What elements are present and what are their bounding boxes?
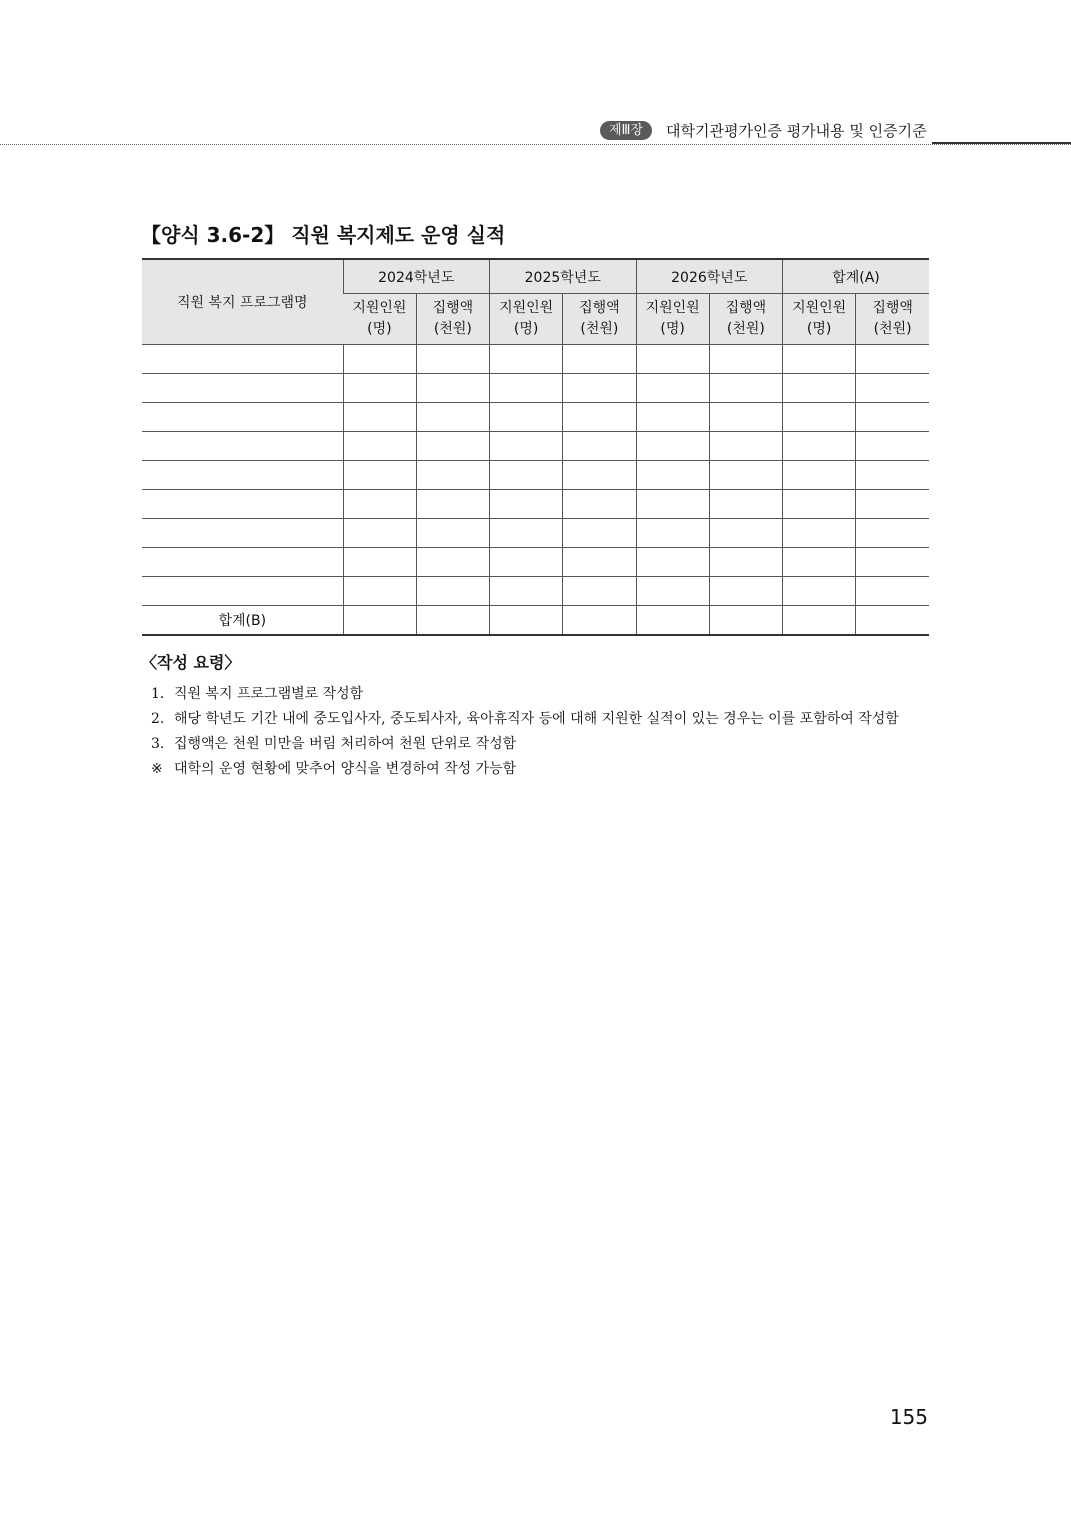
execution-amount-header-label: 집행액: [432, 300, 474, 316]
value-cell: [416, 461, 489, 490]
value-cell: [783, 577, 856, 606]
guide-item-marker: 1.: [151, 686, 165, 702]
value-cell: [490, 490, 563, 519]
value-cell: [416, 490, 489, 519]
value-cell: [563, 548, 636, 577]
value-cell: [856, 577, 929, 606]
program-name-cell: [142, 345, 343, 374]
value-cell: [783, 461, 856, 490]
guide-item-text: 직원 복지 프로그램별로 작성함: [174, 686, 364, 702]
value-cell: [709, 548, 782, 577]
table-row: [142, 403, 929, 432]
support-count-header-unit: (명): [513, 321, 539, 337]
guide-item-text: 해당 학년도 기간 내에 중도입사자, 중도퇴사자, 육아휴직자 등에 대해 지원한 실적이 있는 경우는 이를 포함하여 작성함: [174, 711, 899, 727]
year-header: 2026학년도: [636, 259, 783, 294]
running-title: 대학기관평가인증 평가내용 및 인증기준: [666, 122, 927, 140]
value-cell: [856, 548, 929, 577]
value-cell: [343, 432, 416, 461]
table-row: [142, 461, 929, 490]
guide-item-marker: 3.: [151, 736, 165, 752]
value-cell: [636, 374, 709, 403]
value-cell: [636, 345, 709, 374]
value-cell: [563, 374, 636, 403]
total-b-label: 합계(B): [142, 606, 343, 636]
support-count-header-label: 지원인원: [645, 300, 700, 316]
support-count-header: [490, 294, 563, 345]
program-name-cell: [142, 403, 343, 432]
value-cell: [636, 403, 709, 432]
value-cell: [343, 548, 416, 577]
table-row: [142, 345, 929, 374]
value-cell: [709, 490, 782, 519]
value-cell: [636, 490, 709, 519]
program-name-cell: [142, 461, 343, 490]
value-cell: [709, 577, 782, 606]
program-name-cell: [142, 548, 343, 577]
value-cell: [856, 374, 929, 403]
total-b-row: [142, 606, 929, 636]
program-name-cell: [142, 374, 343, 403]
value-cell: [783, 490, 856, 519]
writing-guide: [141, 650, 931, 782]
guide-item: [141, 732, 931, 757]
value-cell: [490, 374, 563, 403]
value-cell: [343, 374, 416, 403]
guide-title: 〈작성 요령〉: [141, 653, 241, 672]
table-row: [142, 577, 929, 606]
guide-item: [141, 682, 931, 707]
execution-amount-header-unit: (천원): [580, 321, 619, 337]
header-rule: [0, 144, 1071, 145]
guide-item-marker: 2.: [151, 711, 165, 727]
value-cell: [416, 548, 489, 577]
form-title: 【양식 3.6-2】 직원 복지제도 운영 실적: [141, 223, 506, 247]
execution-amount-header-unit: (천원): [433, 321, 472, 337]
total-a-header: 합계(A): [783, 259, 930, 294]
guide-item-text: 대학의 운영 현황에 맞추어 양식을 변경하여 작성 가능함: [174, 761, 517, 777]
table-body: [142, 345, 929, 636]
execution-amount-header-unit: (천원): [873, 321, 912, 337]
value-cell: [856, 345, 929, 374]
value-cell: [783, 345, 856, 374]
execution-amount-header: [709, 294, 782, 345]
total-value-cell: [856, 606, 929, 636]
value-cell: [709, 432, 782, 461]
guide-item-marker: ※: [151, 761, 163, 777]
value-cell: [856, 519, 929, 548]
value-cell: [416, 374, 489, 403]
value-cell: [490, 403, 563, 432]
value-cell: [636, 461, 709, 490]
program-name-cell: [142, 490, 343, 519]
value-cell: [343, 577, 416, 606]
value-cell: [416, 403, 489, 432]
value-cell: [856, 403, 929, 432]
value-cell: [636, 548, 709, 577]
program-name-cell: [142, 577, 343, 606]
year-header: 2025학년도: [490, 259, 637, 294]
value-cell: [490, 432, 563, 461]
value-cell: [416, 519, 489, 548]
value-cell: [783, 548, 856, 577]
value-cell: [490, 461, 563, 490]
total-value-cell: [563, 606, 636, 636]
value-cell: [343, 403, 416, 432]
chapter-badge: 제Ⅲ장: [600, 121, 652, 140]
value-cell: [709, 345, 782, 374]
welfare-table: [142, 258, 929, 636]
value-cell: [563, 432, 636, 461]
value-cell: [709, 403, 782, 432]
value-cell: [636, 432, 709, 461]
total-value-cell: [636, 606, 709, 636]
guide-item: [141, 707, 931, 732]
execution-amount-header-label: 집행액: [725, 300, 767, 316]
value-cell: [636, 577, 709, 606]
program-name-cell: [142, 432, 343, 461]
value-cell: [783, 432, 856, 461]
support-count-header-unit: (명): [806, 321, 832, 337]
support-count-header-label: 지원인원: [499, 300, 554, 316]
value-cell: [783, 374, 856, 403]
table-row: [142, 432, 929, 461]
value-cell: [343, 345, 416, 374]
guide-item: [141, 757, 931, 782]
execution-amount-header: [856, 294, 929, 345]
program-name-cell: [142, 519, 343, 548]
value-cell: [490, 577, 563, 606]
support-count-header-unit: (명): [367, 321, 392, 337]
support-count-header-label: 지원인원: [352, 300, 407, 316]
total-value-cell: [416, 606, 489, 636]
table-row: [142, 490, 929, 519]
value-cell: [783, 403, 856, 432]
execution-amount-header: [563, 294, 636, 345]
value-cell: [563, 403, 636, 432]
value-cell: [636, 519, 709, 548]
value-cell: [563, 577, 636, 606]
header-rule-accent: [932, 142, 1071, 144]
value-cell: [490, 548, 563, 577]
execution-amount-header-label: 집행액: [872, 300, 913, 316]
support-count-header: [783, 294, 856, 345]
execution-amount-header: [416, 294, 489, 345]
total-value-cell: [490, 606, 563, 636]
value-cell: [343, 519, 416, 548]
value-cell: [343, 461, 416, 490]
page-number: 155: [889, 1405, 928, 1429]
support-count-header-unit: (명): [660, 321, 685, 337]
value-cell: [416, 577, 489, 606]
value-cell: [856, 461, 929, 490]
running-header: [0, 118, 1071, 148]
value-cell: [563, 345, 636, 374]
value-cell: [416, 345, 489, 374]
value-cell: [856, 490, 929, 519]
execution-amount-header-unit: (천원): [726, 321, 765, 337]
total-value-cell: [709, 606, 782, 636]
program-name-header: 직원 복지 프로그램명: [142, 259, 343, 345]
value-cell: [490, 345, 563, 374]
value-cell: [563, 490, 636, 519]
total-value-cell: [343, 606, 416, 636]
value-cell: [783, 519, 856, 548]
support-count-header: [636, 294, 709, 345]
value-cell: [343, 490, 416, 519]
value-cell: [490, 519, 563, 548]
value-cell: [856, 432, 929, 461]
guide-list: [141, 682, 931, 782]
table-row: [142, 374, 929, 403]
value-cell: [563, 519, 636, 548]
value-cell: [563, 461, 636, 490]
table-row: [142, 548, 929, 577]
value-cell: [416, 432, 489, 461]
support-count-header: [343, 294, 416, 345]
execution-amount-header-label: 집행액: [579, 300, 620, 316]
value-cell: [709, 519, 782, 548]
value-cell: [709, 461, 782, 490]
year-header: 2024학년도: [343, 259, 490, 294]
support-count-header-label: 지원인원: [792, 300, 847, 316]
value-cell: [709, 374, 782, 403]
guide-item-text: 집행액은 천원 미만을 버림 처리하여 천원 단위로 작성함: [174, 736, 517, 752]
table-row: [142, 519, 929, 548]
total-value-cell: [783, 606, 856, 636]
